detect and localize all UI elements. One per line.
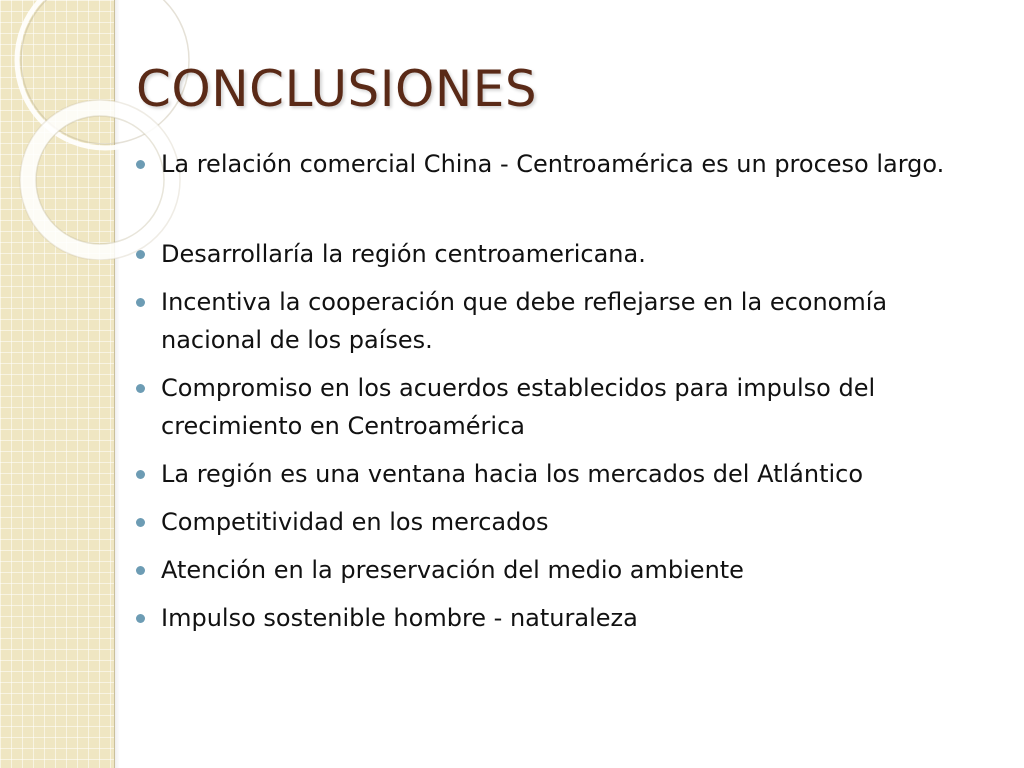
bullet-dot-icon bbox=[136, 566, 145, 575]
bullet-dot-icon bbox=[136, 160, 145, 169]
list-item-text: Compromiso en los acuerdos establecidos para impulso del crecimiento en Centroamérica bbox=[161, 374, 876, 440]
bullet-dot-icon bbox=[136, 614, 145, 623]
list-item bbox=[130, 283, 990, 359]
list-item-text: Desarrollaría la región centroamericana. bbox=[161, 240, 646, 268]
list-item-text: Atención en la preservación del medio ambiente bbox=[161, 556, 744, 584]
list-item bbox=[130, 503, 990, 541]
bullet-dot-icon bbox=[136, 384, 145, 393]
list-item-text: Impulso sostenible hombre - naturaleza bbox=[161, 604, 638, 632]
bullet-dot-icon bbox=[136, 250, 145, 259]
list-item-text: La relación comercial China - Centroamérica es un proceso largo. bbox=[161, 150, 945, 178]
list-item-text: Incentiva la cooperación que debe reflejarse en la economía nacional de los países. bbox=[161, 288, 888, 354]
list-item bbox=[130, 599, 990, 637]
slide-title: CONCLUSIONES bbox=[136, 60, 538, 118]
bullet-dot-icon bbox=[136, 518, 145, 527]
conclusions-list bbox=[130, 145, 990, 647]
list-item-text: Competitividad en los mercados bbox=[161, 508, 549, 536]
list-item bbox=[130, 235, 990, 273]
list-item bbox=[130, 369, 990, 445]
list-item bbox=[130, 455, 990, 493]
list-item bbox=[130, 551, 990, 589]
bullet-dot-icon bbox=[136, 470, 145, 479]
bullet-dot-icon bbox=[136, 298, 145, 307]
list-item-text: La región es una ventana hacia los mercados del Atlántico bbox=[161, 460, 864, 488]
list-item bbox=[130, 145, 990, 183]
